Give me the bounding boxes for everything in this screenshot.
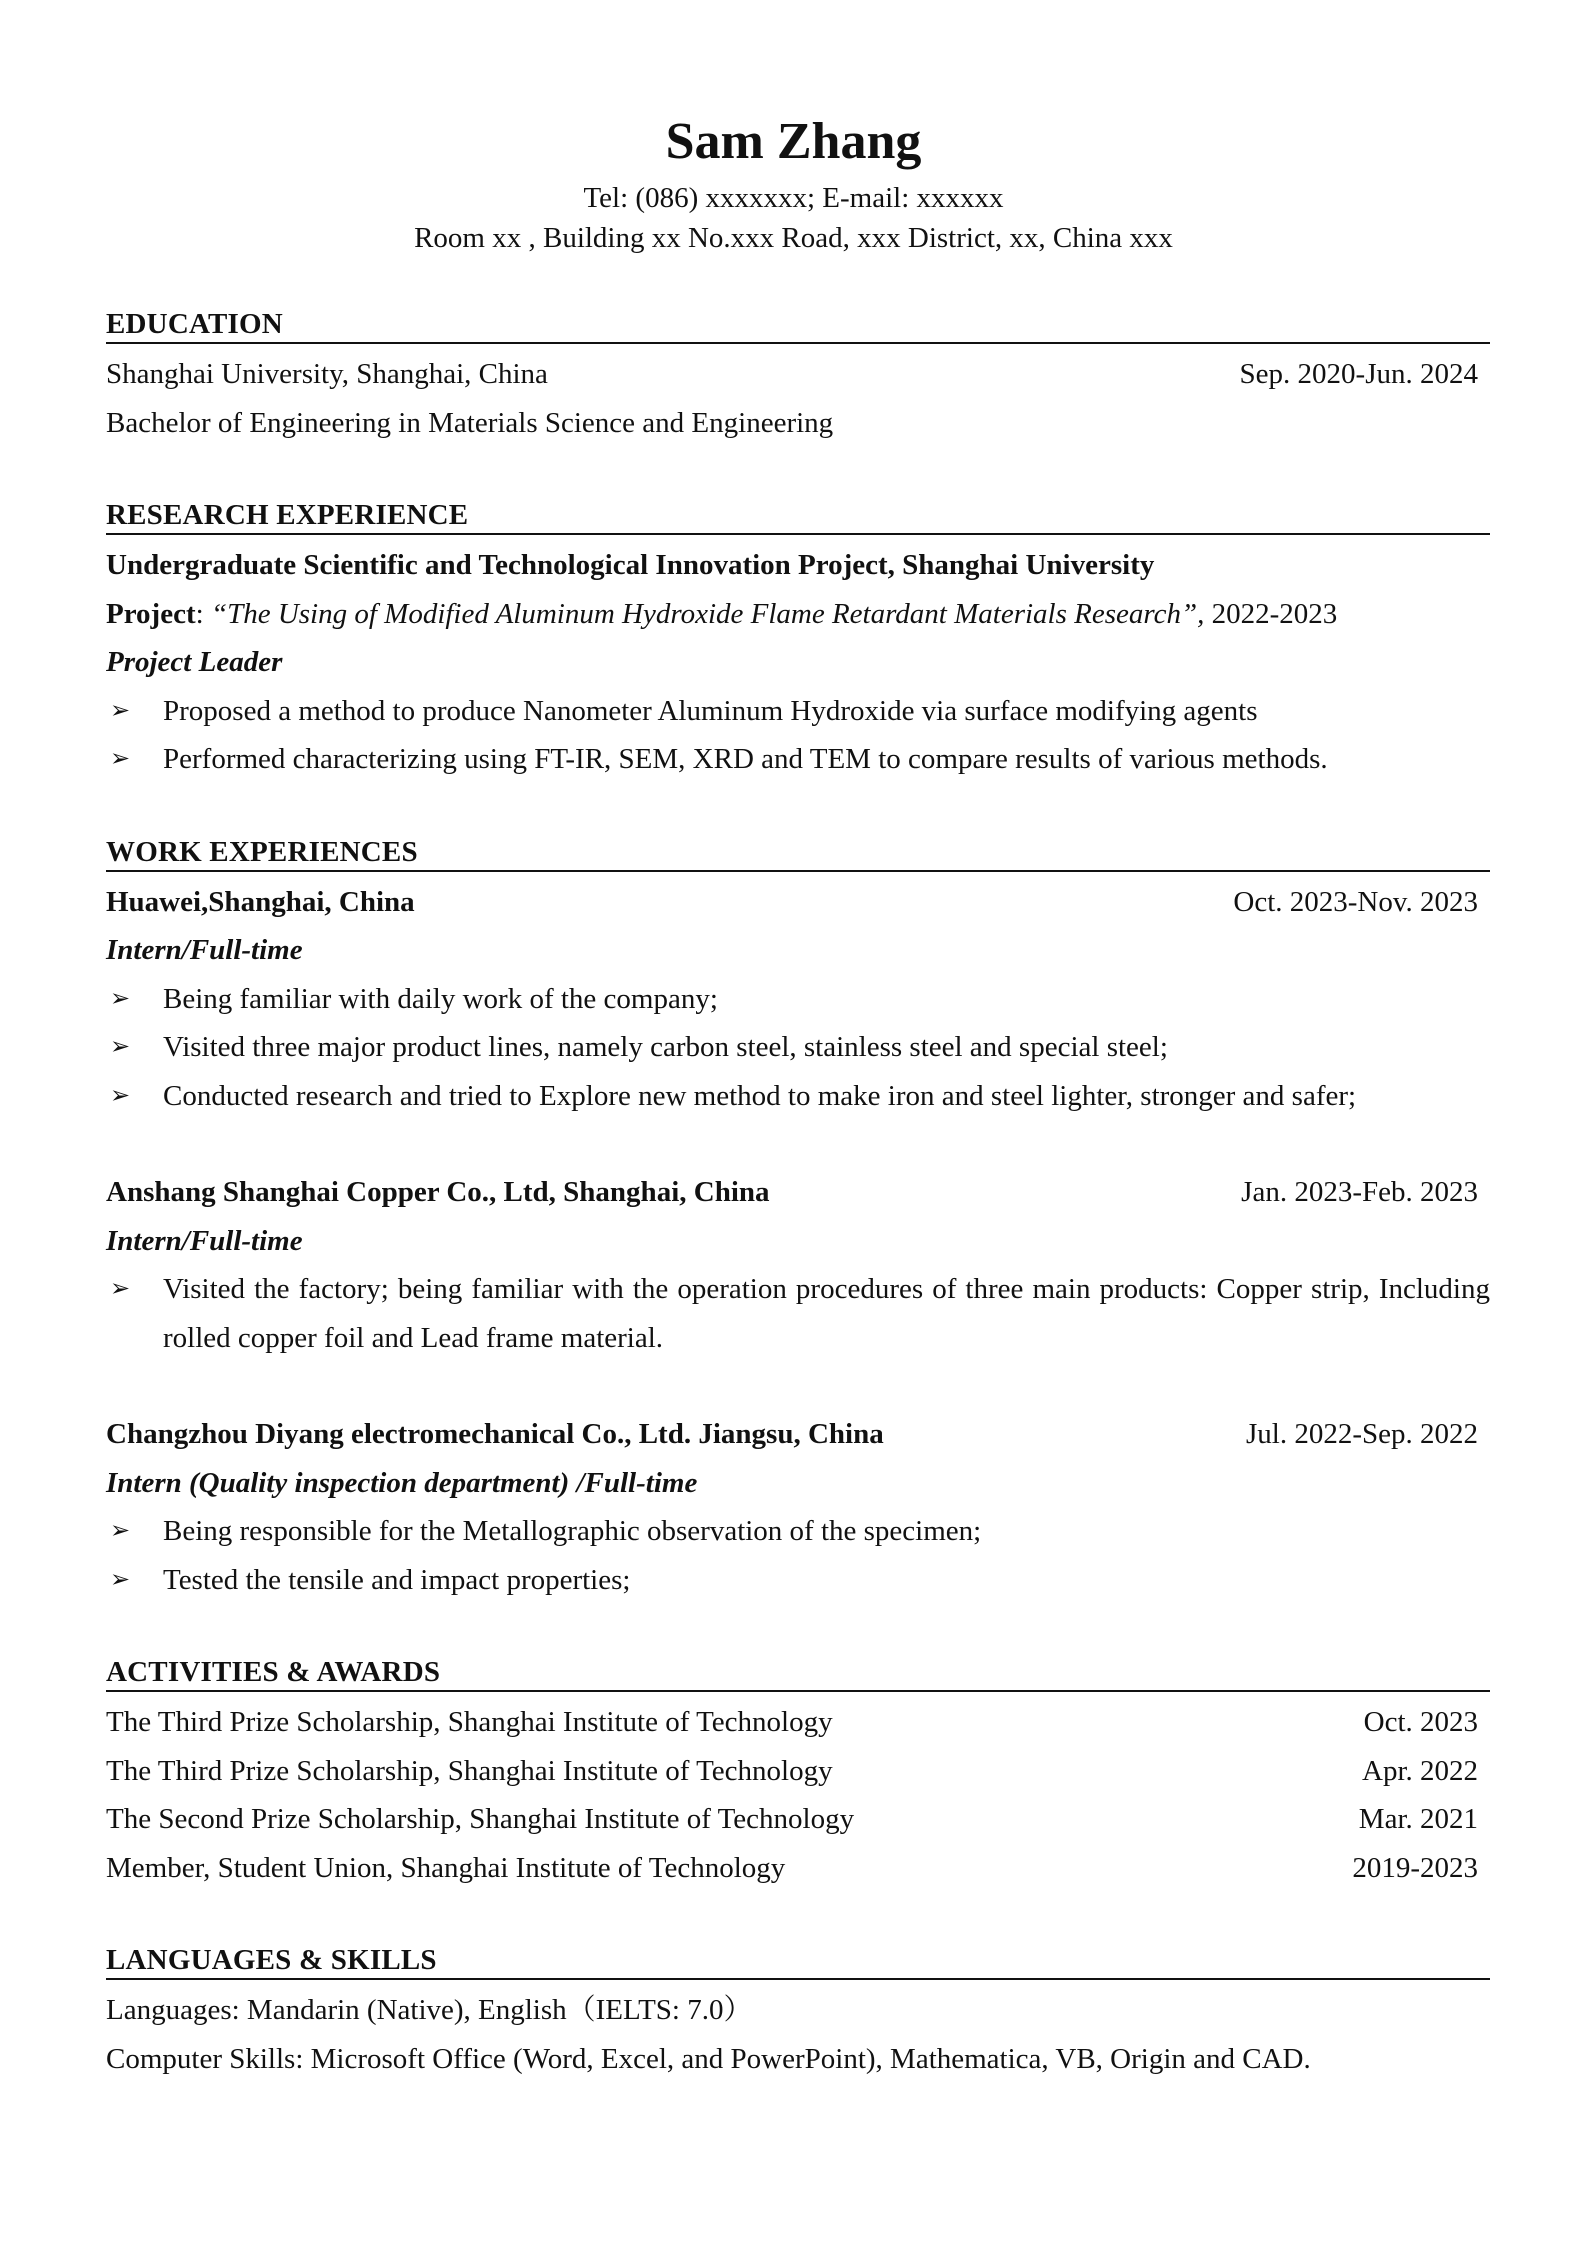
job-entry: [106, 1168, 1490, 1362]
section-title-research: RESEARCH EXPERIENCE: [106, 497, 1490, 535]
job-bullet: [106, 975, 1490, 1024]
job-header-row: [106, 1410, 1490, 1459]
address-line: Room xx , Building xx No.xxx Road, xxx District, xx, China xxx: [414, 222, 1173, 254]
award-date: Apr. 2022: [1362, 1754, 1478, 1787]
computer-skills-line: Computer Skills: Microsoft Office (Word, Excel, and PowerPoint), Mathematica, VB, Origin and CAD.: [106, 2042, 1311, 2075]
award-name: The Third Prize Scholarship, Shanghai Institute of Technology: [106, 1706, 833, 1738]
candidate-name: Sam Zhang: [665, 113, 922, 170]
bullet-text: Visited the factory; being familiar with the operation procedures of three main products: Copper strip, Including rolled copper foil and Lead frame material.: [163, 1273, 1490, 1354]
award-row: [106, 1747, 1490, 1796]
job-bullet: [106, 1507, 1490, 1556]
bullet-text: Visited three major product lines, namely carbon steel, stainless steel and special steel;: [163, 1031, 1168, 1063]
job-bullet: [106, 1072, 1490, 1121]
bullet-text: Being familiar with daily work of the company;: [163, 982, 718, 1015]
award-row: [106, 1795, 1490, 1844]
award-date: Mar. 2021: [1358, 1803, 1478, 1835]
research-role: Project Leader: [106, 646, 283, 678]
education-school-row: [106, 350, 1490, 399]
job-company: Huawei,Shanghai, China: [106, 885, 415, 918]
job-role: Intern (Quality inspection department) /Full-time: [106, 1466, 698, 1499]
arrow-bullet-icon: ➢: [110, 1082, 131, 1109]
arrow-bullet-icon: ➢: [110, 1276, 131, 1302]
education-section: [106, 306, 1490, 447]
bullet-text: Tested the tensile and impact properties;: [163, 1563, 631, 1596]
languages-line: Languages: Mandarin (Native), English（IELTS: 7.0）: [106, 1994, 753, 2026]
job-dates: Jan. 2023-Feb. 2023: [1241, 1176, 1478, 1208]
arrow-bullet-icon: ➢: [110, 1566, 131, 1593]
work-section: [106, 834, 1490, 1605]
arrow-bullet-icon: ➢: [110, 697, 131, 724]
job-bullet: [106, 1023, 1490, 1072]
bullet-text: Performed characterizing using FT-IR, SEM, XRD and TEM to compare results of various methods.: [163, 743, 1328, 775]
education-dates: Sep. 2020-Jun. 2024: [1239, 358, 1478, 390]
job-company: Changzhou Diyang electromechanical Co., Ltd. Jiangsu, China: [106, 1418, 884, 1450]
award-row: [106, 1844, 1490, 1893]
job-bullet: [106, 1265, 1490, 1362]
project-label: Project: [106, 597, 196, 630]
job-role: Intern/Full-time: [106, 934, 303, 966]
award-name: The Third Prize Scholarship, Shanghai Institute of Technology: [106, 1754, 833, 1787]
arrow-bullet-icon: ➢: [110, 1034, 131, 1060]
education-degree: Bachelor of Engineering in Materials Science and Engineering: [106, 406, 834, 439]
awards-section: [106, 1654, 1490, 1892]
arrow-bullet-icon: ➢: [110, 746, 131, 772]
job-entry: [106, 878, 1490, 1121]
research-bullet: [106, 687, 1490, 736]
bullet-text: Being responsible for the Metallographic observation of the specimen;: [163, 1515, 982, 1547]
award-date: 2019-2023: [1352, 1851, 1478, 1884]
resume-header: [0, 106, 1587, 258]
contact-line: Tel: (086) xxxxxxx; E-mail: xxxxxx: [583, 182, 1004, 214]
skills-section: [106, 1942, 1490, 2083]
job-company: Anshang Shanghai Copper Co., Ltd, Shanghai, China: [106, 1176, 770, 1208]
job-dates: Oct. 2023-Nov. 2023: [1233, 885, 1478, 918]
project-separator: :: [195, 597, 211, 630]
award-row: [106, 1698, 1490, 1747]
section-title-work: WORK EXPERIENCES: [106, 834, 1490, 872]
bullet-text: Conducted research and tried to Explore new method to make iron and steel lighter, stronger and safer;: [163, 1079, 1357, 1112]
job-role: Intern/Full-time: [106, 1224, 303, 1257]
resume-content: [106, 306, 1490, 2083]
job-bullet: [106, 1556, 1490, 1605]
education-school: Shanghai University, Shanghai, China: [106, 358, 548, 390]
research-org: Undergraduate Scientific and Technological Innovation Project, Shanghai University: [106, 549, 1155, 581]
job-header-row: [106, 878, 1490, 927]
bullet-text: Proposed a method to produce Nanometer Aluminum Hydroxide via surface modifying agents: [163, 694, 1258, 727]
research-bullet: [106, 735, 1490, 784]
research-section: [106, 497, 1490, 784]
research-project-line: [106, 590, 1490, 639]
award-date: Oct. 2023: [1363, 1706, 1478, 1738]
award-name: The Second Prize Scholarship, Shanghai Institute of Technology: [106, 1803, 855, 1835]
job-header-row: [106, 1168, 1490, 1217]
job-entry: [106, 1410, 1490, 1604]
project-title: “The Using of Modified Aluminum Hydroxide Flame Retardant Materials Research”,: [210, 597, 1205, 630]
section-title-education: EDUCATION: [106, 306, 1490, 344]
award-name: Member, Student Union, Shanghai Institute of Technology: [106, 1851, 786, 1884]
arrow-bullet-icon: ➢: [110, 1518, 131, 1544]
job-dates: Jul. 2022-Sep. 2022: [1246, 1418, 1478, 1450]
project-years: 2022-2023: [1204, 597, 1338, 630]
section-title-skills: LANGUAGES & SKILLS: [106, 1942, 1490, 1980]
arrow-bullet-icon: ➢: [110, 985, 131, 1012]
section-title-awards: ACTIVITIES & AWARDS: [106, 1654, 1490, 1692]
